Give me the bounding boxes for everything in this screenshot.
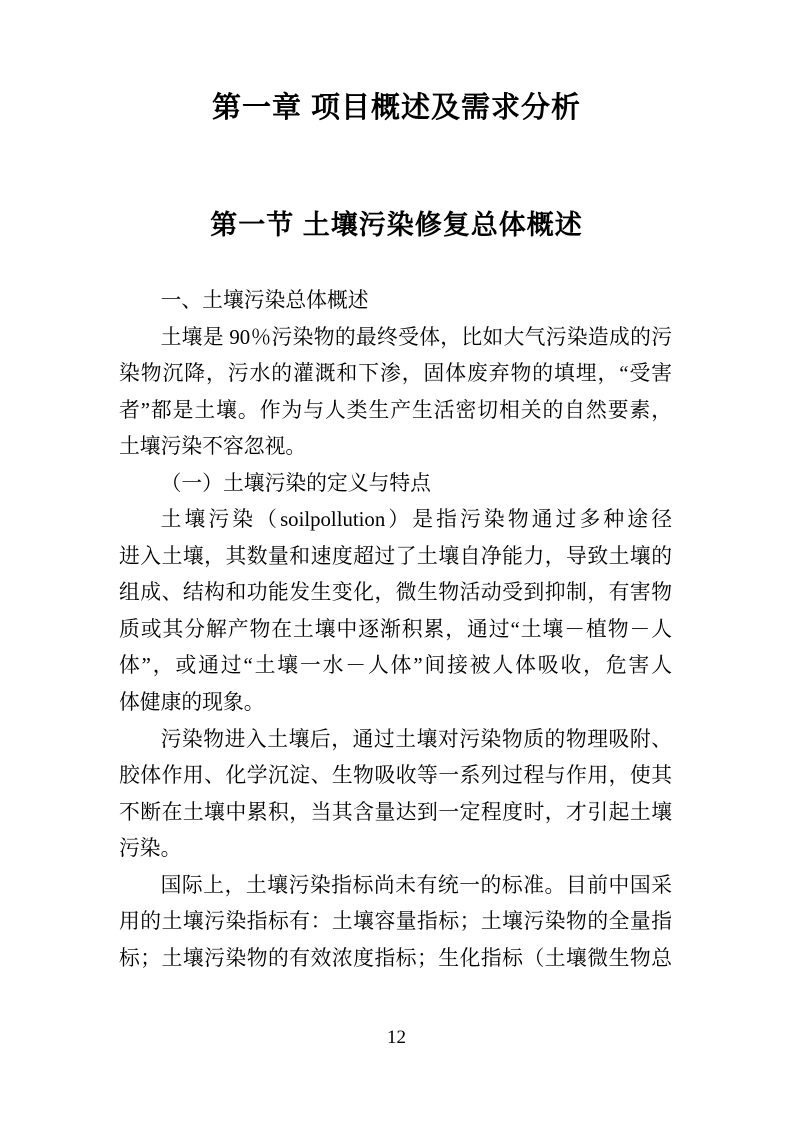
body-line: 土壤污染（soilpollution）是指污染物通过多种途径 xyxy=(160,508,672,532)
body-line: 不断在土壤中累积，当其含量达到一定程度时，才引起土壤 xyxy=(119,800,672,824)
body-line: 质或其分解产物在土壤中逐渐积累，通过“土壤－植物－人 xyxy=(119,617,672,641)
body-line: 者”都是土壤。作为与人类生产生活密切相关的自然要素， xyxy=(119,398,672,422)
body-line: 进入土壤，其数量和速度超过了土壤自净能力，导致土壤的 xyxy=(119,544,672,568)
chapter-title: 第一章 项目概述及需求分析 xyxy=(211,92,582,124)
body-line: 染物沉降，污水的灌溉和下渗，固体废弃物的填埋，“受害 xyxy=(119,362,672,386)
body-line: 体健康的现象。 xyxy=(119,691,265,715)
body-line: 污染物进入土壤后，通过土壤对污染物质的物理吸附、 xyxy=(160,727,672,751)
body-line: （一）土壤污染的定义与特点 xyxy=(160,471,431,495)
body-line: 标；土壤污染物的有效浓度指标；生化指标（土壤微生物总 xyxy=(119,946,672,970)
document-body xyxy=(119,283,672,977)
body-line: 组成、结构和功能发生变化，微生物活动受到抑制，有害物 xyxy=(119,581,672,605)
body-line: 土壤污染不容忽视。 xyxy=(119,435,307,459)
body-line: 土壤是 90％污染物的最终受体，比如大气污染造成的污 xyxy=(160,325,672,349)
body-line: 用的土壤污染指标有：土壤容量指标；土壤污染物的全量指 xyxy=(119,910,672,934)
section-title: 第一节 土壤污染修复总体概述 xyxy=(210,210,583,240)
body-line: 体”，或通过“土壤一水－人体”间接被人体吸收，危害人 xyxy=(119,654,672,678)
body-line: 国际上，土壤污染指标尚未有统一的标准。目前中国采 xyxy=(160,873,672,897)
body-line: 胶体作用、化学沉淀、生物吸收等一系列过程与作用，使其 xyxy=(119,764,672,788)
body-line: 污染。 xyxy=(119,837,182,861)
page-number: 12 xyxy=(387,1027,406,1048)
body-line: 一、土壤污染总体概述 xyxy=(160,289,369,312)
